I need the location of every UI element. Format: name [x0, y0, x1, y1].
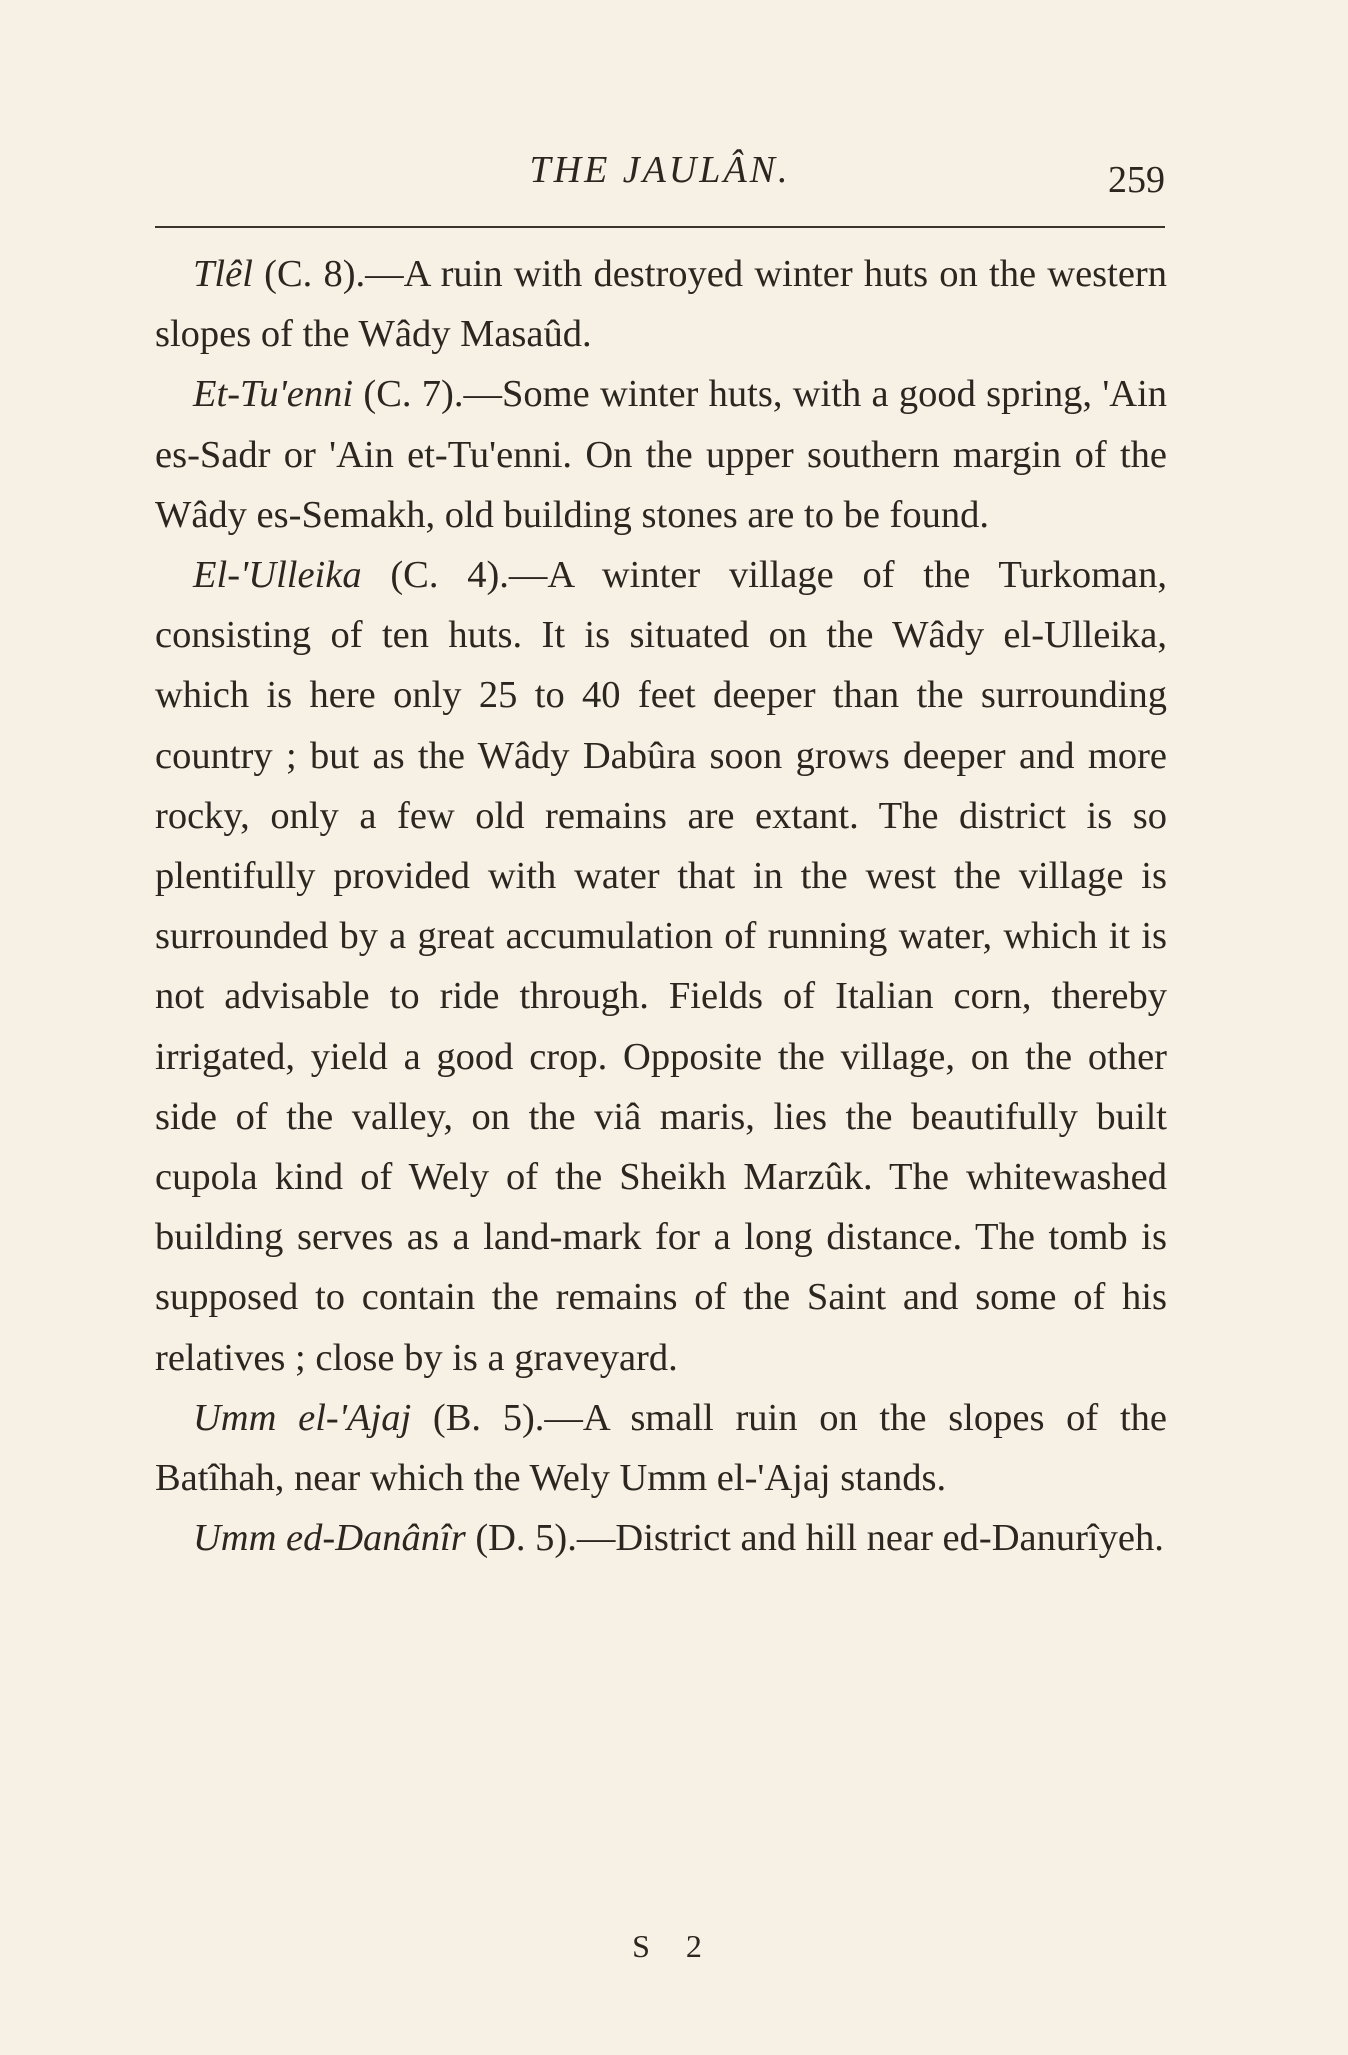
- signature-mark: S 2: [632, 1928, 716, 1964]
- entry-name: Umm el-'Ajaj: [193, 1396, 412, 1439]
- page-number: 259: [1108, 159, 1165, 201]
- running-title: THE JAULÂN.: [529, 149, 791, 191]
- entry-description: .—A ruin with destroyed winter huts on the western slopes of the Wâdy Masaûd.: [155, 253, 1168, 356]
- entry-name: Et-Tu'enni: [193, 373, 354, 416]
- entry-paragraph: [155, 364, 1167, 545]
- entry-paragraph: [155, 244, 1167, 364]
- entry-paragraph: [155, 1508, 1167, 1568]
- entry-name: El-'Ulleika: [193, 554, 362, 597]
- entry-paragraph: [155, 545, 1167, 1388]
- gazetteer-text: [155, 244, 1167, 1568]
- entry-name: Umm ed-Danânîr: [193, 1517, 466, 1560]
- entry-name: Tlêl: [193, 253, 253, 295]
- map-reference: (D. 5): [475, 1517, 568, 1560]
- map-reference: (B. 5): [432, 1396, 535, 1439]
- map-reference: (C. 7): [363, 373, 454, 416]
- entry-paragraph: [155, 1388, 1167, 1508]
- entry-description: .—District and hill near ed-Danurîyeh.: [567, 1517, 1164, 1560]
- map-reference: (C. 8): [264, 253, 356, 295]
- entry-description: .—A winter village of the Turkoman, consisting of ten huts. It is situated on the Wâdy el-Ulleika, which is here only 25 to 40 feet deeper than the surrounding country ; but as the Wâdy Dabûra soon grows deeper and more rocky, only a few old remains are extant. The district is so plentifully provided with water that in the west the village is surrounded by a great accumulation of running water, which it is not advisable to ride through. Fields of Italian corn, thereby irrigated, yield a good crop. Opposite the village, on the other side of the valley, on the viâ maris, lies the beautifully built cupola kind of Wely of the Sheikh Marzûk. The whitewashed building serves as a land-mark for a long distance. The tomb is supposed to contain the remains of the Saint and some of his relatives ; close by is a graveyard.: [155, 554, 1168, 1379]
- entry-description: .—Some winter huts, with a good spring, 'Ain es-Sadr or 'Ain et-Tu'enni. On the upper southern margin of the Wâdy es-Semakh, old building stones are to be found.: [155, 373, 1168, 536]
- entry-description: .—A small ruin on the slopes of the Batîhah, near which the Wely Umm el-'Ajaj stands.: [155, 1396, 1167, 1500]
- running-head: [155, 148, 1165, 208]
- header-rule: [155, 226, 1165, 228]
- map-reference: (C. 4): [390, 554, 500, 597]
